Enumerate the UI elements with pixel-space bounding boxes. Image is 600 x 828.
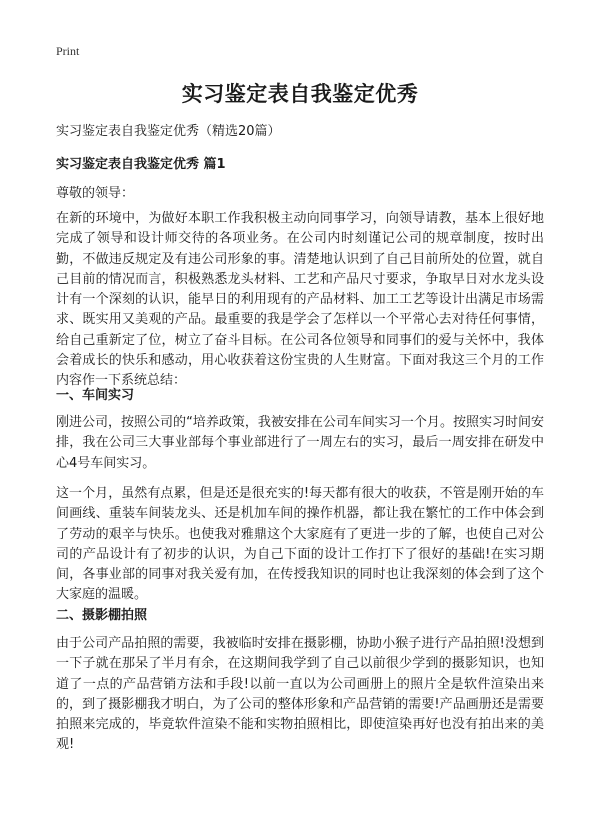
paragraph-workshop-2: 这一个月，虽然有点累，但是还是很充实的!每天都有很大的收获，不管是刚开始的车间画线、重装车间装龙头、还是机加车间的操作机器，都让我在繁忙的工作中体会到了劳动的艰辛与快乐。也使我对雅鼎这个大家庭有了更进一步的了解，也使自己对公司的产品设计有了初步的认识，为自己下面的设计工作打下了很好的基础!在实习期间，各事业部的同事对我关爱有加，在传授我知识的同时也让我深刻的体会到了这个大家庭的温暖。 bbox=[56, 486, 544, 603]
section-title: 实习鉴定表自我鉴定优秀 篇1 bbox=[56, 157, 226, 172]
greeting: 尊敬的领导： bbox=[56, 186, 135, 201]
paragraph-photo-studio: 由于公司产品拍照的需要，我被临时安排在摄影棚，协助小猴子进行产品拍照!没想到一下子就在那呆了半月有余，在这期间我学到了自己以前很少学到的摄影知识，也知道了一点的产品营销方法和手段!以前一直以为公司画册上的照片全是软件渲染出来的，到了摄影棚我才明白，为了公司的整体形象和产品营销的需要!产品画册还是需要拍照来完成的，毕竟软件渲染不能和实物拍照相比，即使渲染再好也没有拍出来的美观! bbox=[56, 636, 544, 753]
heading-workshop-internship: 一、车间实习 bbox=[56, 388, 135, 403]
paragraph-intro: 在新的环境中，为做好本职工作我积极主动向同事学习，向领导请教，基本上很好地完成了领导和设计师交待的各项业务。在公司内时刻谨记公司的规章制度，按时出勤，不做违反规定及有违公司形象的事。清楚地认识到了自己目前所处的位置，就自己目前的情况而言，积极熟悉龙头材料、工艺和产品尺寸要求，争取早日对水龙头设计有一个深刻的认识，能早日的利用现有的产品材料、加工工艺等设计出满足市场需求、既实用又美观的产品。最重要的我是学会了怎样以一个平常心去对待任何事情，给自己重新定了位，树立了奋斗目标。在公司各位领导和同事们的爱与关怀中，我体会着成长的快乐和感动，用心收获着这份宝贵的人生财富。下面对我这三个月的工作内容作一下系统总结： bbox=[56, 211, 544, 389]
print-link[interactable]: Print bbox=[56, 44, 80, 58]
document-subtitle: 实习鉴定表自我鉴定优秀（精选20篇） bbox=[56, 124, 281, 139]
page-title: 实习鉴定表自我鉴定优秀 bbox=[181, 82, 419, 106]
heading-photo-studio: 二、摄影棚拍照 bbox=[56, 608, 148, 623]
paragraph-workshop-1: 刚进公司，按照公司的“培养政策，我被安排在公司车间实习一个月。按照实习时间安排，我在公司三大事业部每个事业部进行了一周左右的实习，最后一周安排在研发中心4号车间实习。 bbox=[56, 415, 544, 471]
